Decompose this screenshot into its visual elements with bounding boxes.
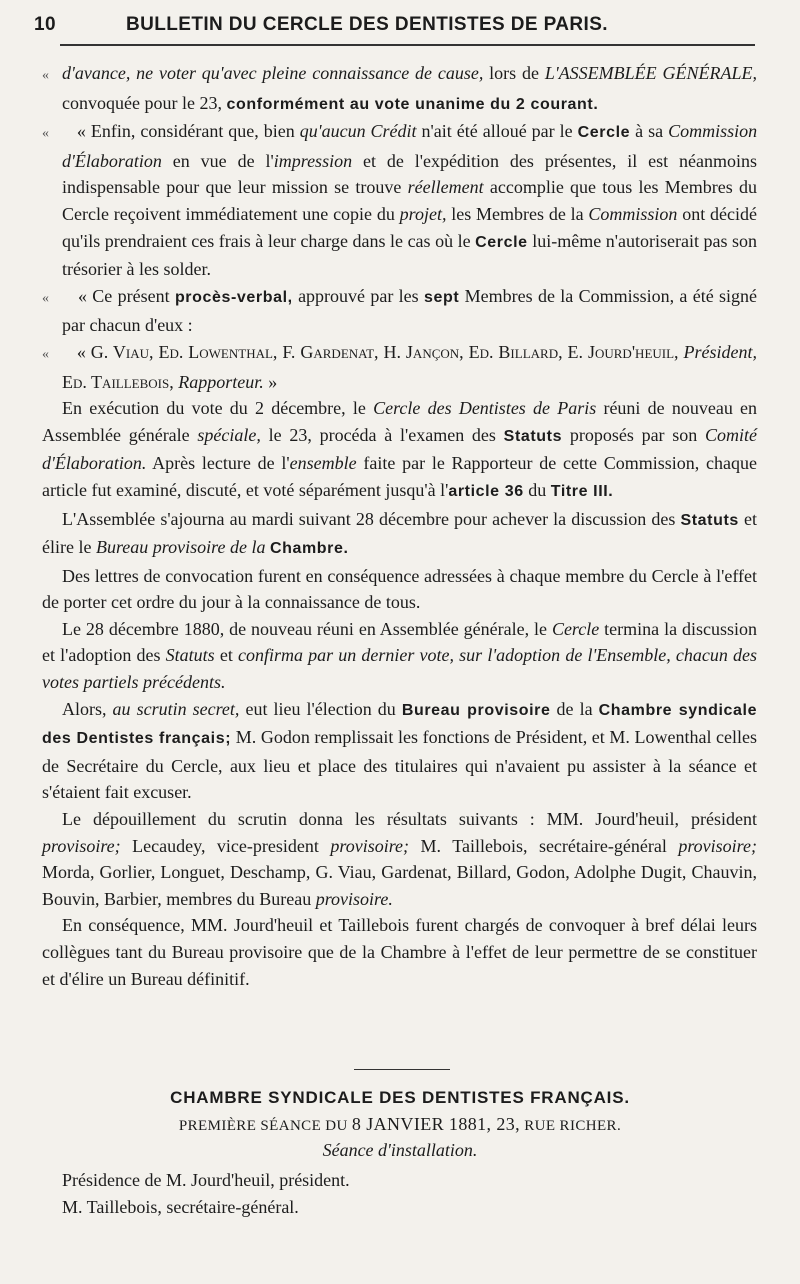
paragraph-signatories: « « G. Viau, Ed. Lowenthal, F. Gardenat, H. Jançon, Ed. Billard, E. Jourd'heuil, Président, Ed. Taillebois, Rapporteur. » [42,341,757,392]
paragraph-convocation: Des lettres de convocation furent en conséquence adressées à chaque membre du Cercle à l'effet de porter cet ordre du jour à la connaissance de tous. [42,565,757,613]
paragraph-quote-2: « « Enfin, considérant que, bien qu'aucun Crédit n'ait été alloué par le Cercle à sa Commission d'Élaboration en vue de l'impression et de l'expédition des présentes, il est néanmoins indispensable pour que leur mission se trouve réellement accomplie que tous les Membres du Cercle reçoivent immédiatement une copie du projet, les Membres de la Commission ont décidé qu'ils prendraient ces frais à leur charge dans le cas où le Cercle lui-même n'autoriserait pas son trésorier à les solder. [42,121,758,280]
running-title: BULLETIN DU CERCLE DES DENTISTES DE PARIS. [126,14,608,35]
seance-line: PREMIÈRE SÉANCE DU 8 JANVIER 1881, 23, RUE RICHER. [178,1114,622,1134]
paragraph-election: Alors, au scrutin secret, eut lieu l'élection du Bureau provisoire de la Chambre syndicale des Dentistes français; M. Godon remplissait les fonctions de Président, et M. Lowenthal celles de Secrétaire du Cercle, aux lieu et place des titulaires qui n'avaient pu assister à la séance et s'étaient fait excuser. [42,698,758,803]
secretaire-line: M. Taillebois, secrétaire-général. [62,1197,299,1217]
paragraph-quote-3: « « Ce présent procès-verbal, approuvé par les sept Membres de la Commission, a été signé par chacun d'eux : [42,285,758,336]
header-rule [60,44,755,46]
installation-subtitle: Séance d'installation. [322,1140,478,1160]
paragraph-quote-1: « d'avance, ne voter qu'avec pleine connaissance de cause, lors de L'ASSEMBLÉE GÉNÉRALE, convoquée pour le 23, conformément au vote unanime du 2 courant. [42,63,757,113]
section-title: CHAMBRE SYNDICALE DES DENTISTES FRANÇAIS. [170,1088,630,1107]
body-text [42,60,757,992]
paragraph-consequence: En conséquence, MM. Jourd'heuil et Taillebois furent chargés de convoquer à bref délai leurs collègues tant du Bureau provisoire que de la Chambre à l'effet de leur permettre de se constituer et d'élire un Bureau définitif. [42,915,757,989]
section-rule [354,1069,450,1070]
paragraph-adjourn: L'Assemblée s'ajourna au mardi suivant 28 décembre pour achever la discussion des Statuts et élire le Bureau provisoire de la Chambre. [42,508,758,558]
page-number: 10 [34,14,56,35]
paragraph-execution: En exécution du vote du 2 décembre, le Cercle des Dentistes de Paris réuni de nouveau en Assemblée générale spéciale, le 23, procéda à l'examen des Statuts proposés par son Comité d'Élaboration. Après lecture de l'ensemble faite par le Rapporteur de cette Commission, chaque article fut examiné, discuté, et voté séparément jusqu'à l'article 36 du Titre III. [42,398,758,500]
paragraph-results: Le dépouillement du scrutin donna les résultats suivants : MM. Jourd'heuil, président provisoire; Lecaudey, vice-president provisoire; M. Taillebois, secrétaire-général provisoire; Morda, Gorlier, Longuet, Deschamp, G. Viau, Gardenat, Billard, Godon, Adolphe Dugit, Chauvin, Bouvin, Barbier, membres du Bureau provisoire. [42,809,757,909]
presidence-line: Présidence de M. Jourd'heuil, président. [62,1170,350,1190]
paragraph-december-28: Le 28 décembre 1880, de nouveau réuni en Assemblée générale, le Cercle termina la discussion et l'adoption des Statuts et confirma par un dernier vote, sur l'adoption de l'Ensemble, chacun des votes partiels précédents. [42,618,758,693]
